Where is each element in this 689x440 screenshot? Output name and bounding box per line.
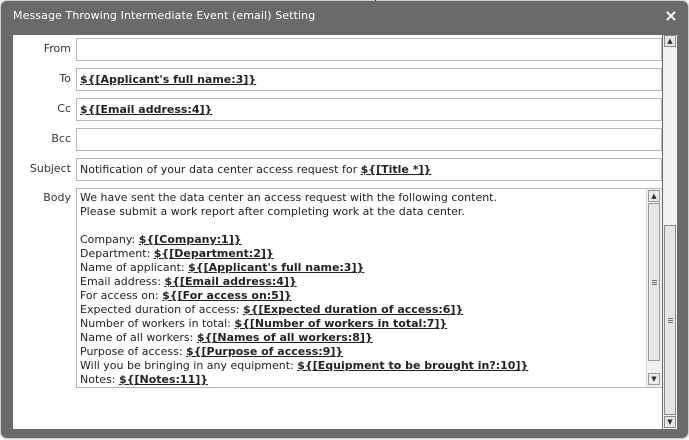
body-scrollbar[interactable]: [646, 189, 662, 387]
body-label-department: Department:: [80, 247, 154, 260]
cc-field[interactable]: [76, 98, 662, 121]
token-equipment: ${[Equipment to be brought in?:10]}: [297, 359, 529, 372]
dialog-scroll-thumb[interactable]: [664, 225, 676, 415]
scroll-up-icon[interactable]: ▲: [648, 190, 660, 202]
grip-line: [652, 280, 657, 281]
body-label-duration: Expected duration of access:: [80, 303, 243, 316]
bcc-label: Bcc: [51, 132, 71, 145]
body-label-notes: Notes:: [80, 373, 119, 386]
token-access-on: ${[For access on:5]}: [162, 289, 292, 302]
cc-token: ${[Email address:4]}: [80, 103, 213, 116]
token-notes: ${[Notes:11]}: [118, 373, 209, 386]
token-company: ${[Company:1]}: [138, 233, 242, 246]
to-field[interactable]: [76, 68, 662, 91]
body-textarea[interactable]: [76, 188, 662, 388]
close-icon[interactable]: ×: [664, 6, 678, 25]
subject-text: Notification of your data center access request for: [80, 163, 361, 176]
body-content: [80, 191, 646, 387]
body-scroll-thumb[interactable]: [648, 203, 660, 361]
scroll-down-icon[interactable]: ▼: [648, 373, 660, 385]
from-label: From: [43, 42, 71, 55]
body-label-company: Company:: [80, 233, 139, 246]
dialog-content: [13, 35, 662, 429]
cc-label: Cc: [57, 102, 71, 115]
dialog-titlebar[interactable]: [1, 1, 688, 31]
subject-token: ${[Title *]}: [360, 163, 432, 176]
grip-line: [668, 322, 673, 323]
dialog-title: Message Throwing Intermediate Event (email) Setting: [13, 9, 316, 22]
token-email: ${[Email address:4]}: [164, 275, 297, 288]
email-setting-dialog: [1, 1, 688, 438]
token-purpose: ${[Purpose of access:9]}: [186, 345, 344, 358]
body-label: Body: [43, 191, 71, 204]
subject-field[interactable]: [76, 158, 662, 181]
body-label-workers-names: Name of all workers:: [80, 331, 197, 344]
to-label: To: [59, 72, 71, 85]
body-label-workers-total: Number of workers in total:: [80, 317, 235, 330]
body-label-purpose: Purpose of access:: [80, 345, 187, 358]
body-label-applicant: Name of applicant:: [80, 261, 189, 274]
grip-line: [668, 320, 673, 321]
grip-line: [668, 318, 673, 319]
token-applicant: ${[Applicant's full name:3]}: [188, 261, 365, 274]
body-label-equipment: Will you be bringing in any equipment:: [80, 359, 298, 372]
from-field[interactable]: [76, 38, 662, 61]
scroll-up-icon[interactable]: ▲: [664, 35, 676, 47]
scroll-down-icon[interactable]: ▼: [664, 416, 676, 428]
token-workers-total: ${[Number of workers in total:7]}: [234, 317, 448, 330]
grip-line: [652, 282, 657, 283]
grip-line: [652, 284, 657, 285]
token-duration: ${[Expected duration of access:6]}: [242, 303, 464, 316]
to-token: ${[Applicant's full name:3]}: [80, 73, 257, 86]
body-line: We have sent the data center an access request with the following content.: [80, 191, 497, 204]
token-workers-names: ${[Names of all workers:8]}: [196, 331, 373, 344]
dialog-scrollbar[interactable]: [663, 35, 677, 429]
subject-label: Subject: [29, 162, 71, 175]
body-label-email: Email address:: [80, 275, 165, 288]
token-department: ${[Department:2]}: [153, 247, 274, 260]
body-label-access-on: For access on:: [80, 289, 163, 302]
bcc-field[interactable]: [76, 128, 662, 151]
body-line: Please submit a work report after completing work at the data center.: [80, 205, 465, 218]
